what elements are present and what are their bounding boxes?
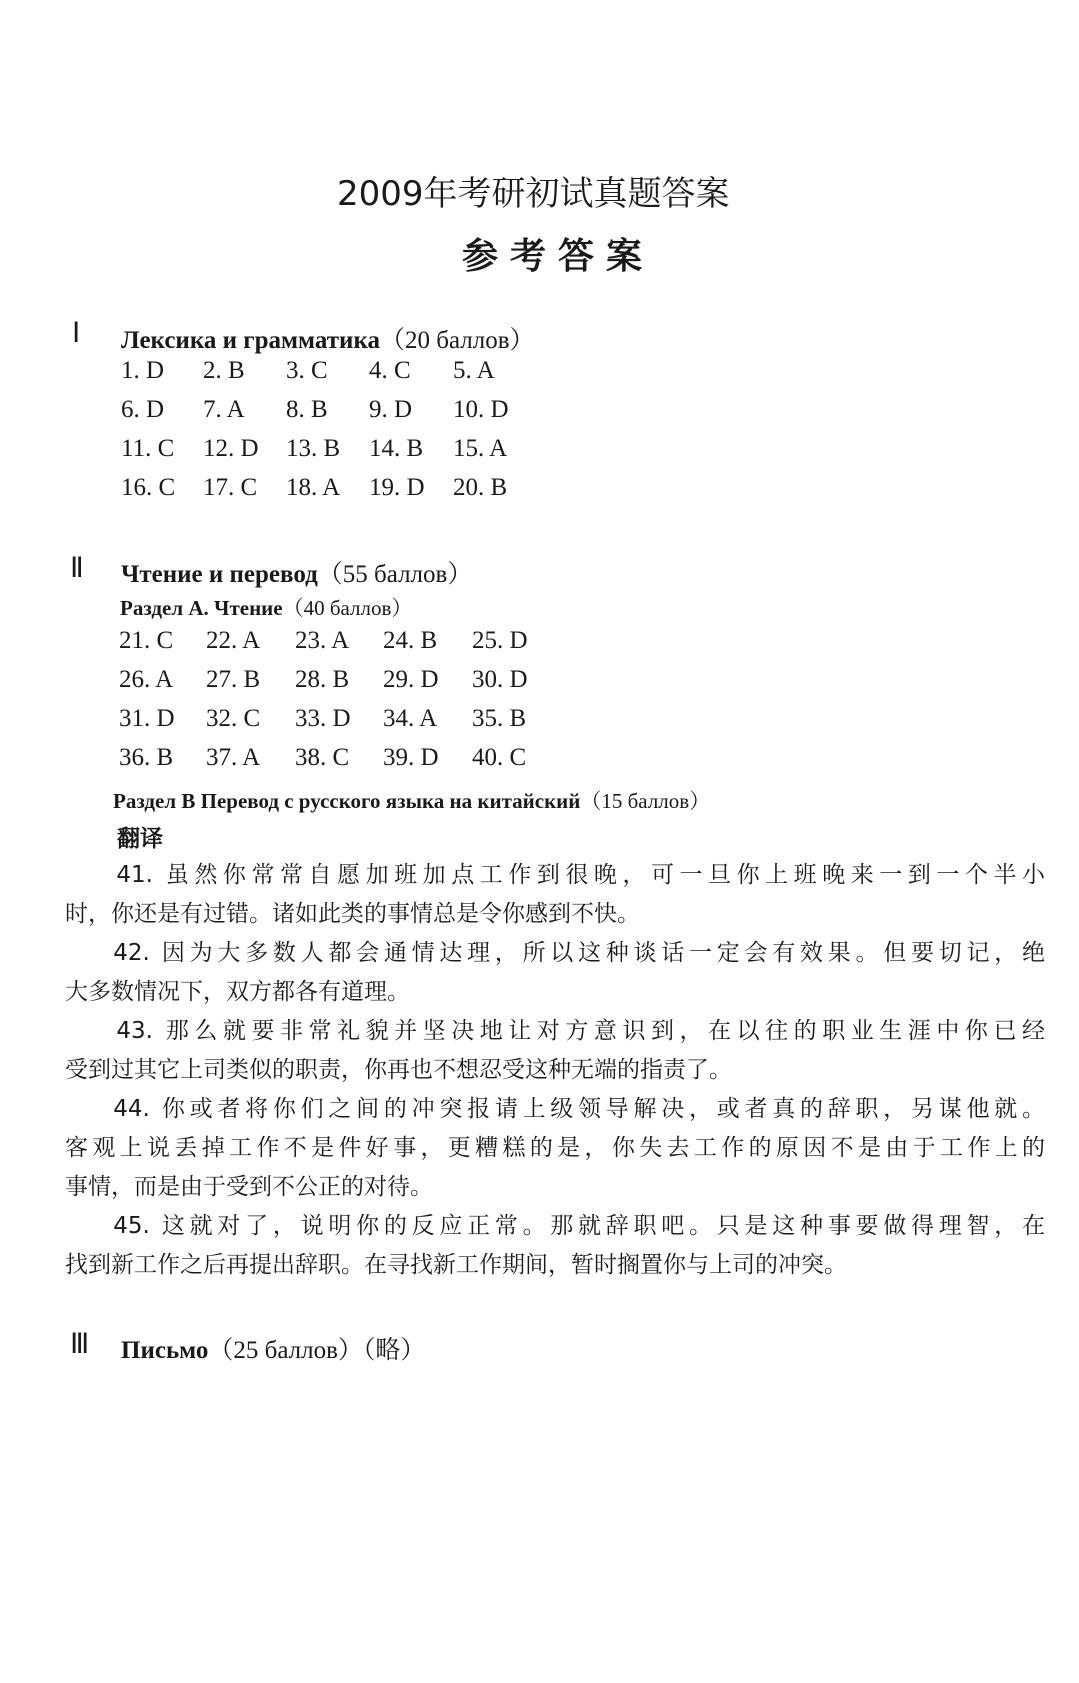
translation-line: 42. 因为大多数人都会通情达理，所以这种谈话一定会有效果。但要切记，绝 — [65, 940, 1045, 966]
answer-item: 36. B — [119, 744, 174, 771]
answer-item: 31. D — [119, 705, 175, 732]
part-a-points: （40 баллов） — [282, 596, 413, 620]
section-3-title: Письмо — [121, 1337, 209, 1364]
answer-item: 13. B — [286, 435, 341, 462]
answer-item: 2. B — [203, 357, 245, 384]
answer-item: 7. A — [203, 396, 245, 423]
part-b-title: Раздел B Перевод с русского языка на китайский — [113, 789, 581, 813]
section-2-title: Чтение и перевод — [121, 561, 318, 588]
answer-item: 11. C — [121, 435, 175, 462]
answer-item: 33. D — [295, 705, 351, 732]
answer-item: 1. D — [121, 357, 165, 384]
answer-item: 10. D — [453, 396, 509, 423]
translation-line: 41. 虽然你常常自愿加班加点工作到很晚，可一旦你上班晚来一到一个半小 — [65, 862, 1045, 888]
answer-item: 24. B — [383, 627, 438, 654]
section-3-points: （25 баллов）（略） — [208, 1337, 426, 1364]
answer-item: 38. C — [295, 744, 350, 771]
answer-item: 14. B — [369, 435, 424, 462]
answer-item: 16. C — [121, 474, 176, 501]
answer-item: 34. A — [383, 705, 438, 732]
answer-item: 15. A — [453, 435, 508, 462]
section-1-heading — [121, 320, 535, 356]
section-1-title: Лексика и грамматика — [121, 327, 380, 354]
answer-item: 18. A — [286, 474, 341, 501]
translation-line: 受到过其它上司类似的职责，你再也不想忍受这种无端的指责了。 — [65, 1057, 732, 1083]
answer-item: 30. D — [472, 666, 528, 693]
section-1-points: （20 баллов） — [379, 327, 535, 354]
translation-line: 43. 那么就要非常礼貌并坚决地让对方意识到，在以往的职业生涯中你已经 — [65, 1018, 1045, 1044]
answer-item: 28. B — [295, 666, 350, 693]
answer-item: 40. C — [472, 744, 527, 771]
answer-item: 19. D — [369, 474, 425, 501]
answer-item: 23. A — [295, 627, 350, 654]
section-3-heading — [121, 1330, 425, 1366]
answer-item: 5. A — [453, 357, 495, 384]
answer-item: 12. D — [203, 435, 259, 462]
translation-line: 44. 你或者将你们之间的冲突报请上级领导解决，或者真的辞职，另谋他就。 — [65, 1096, 1045, 1122]
answer-item: 22. A — [206, 627, 261, 654]
answer-item: 3. C — [286, 357, 328, 384]
answer-item: 32. C — [206, 705, 261, 732]
translation-label: 翻译 — [117, 826, 163, 852]
answer-item: 21. C — [119, 627, 174, 654]
document-subtitle: 参考答案 — [462, 236, 655, 277]
part-b-points: （15 баллов） — [580, 789, 711, 813]
answer-item: 9. D — [369, 396, 413, 423]
translation-line: 时，你还是有过错。诸如此类的事情总是令你感到不快。 — [65, 901, 640, 927]
section-3-numeral: Ⅲ — [70, 1329, 90, 1360]
part-b-heading — [113, 785, 710, 815]
answer-item: 37. A — [206, 744, 261, 771]
answer-item: 8. B — [286, 396, 328, 423]
translation-line: 大多数情况下，双方都各有道理。 — [65, 979, 410, 1005]
translation-line: 找到新工作之后再提出辞职。在寻找新工作期间，暂时搁置你与上司的冲突。 — [65, 1252, 847, 1278]
answer-item: 17. C — [203, 474, 258, 501]
answer-item: 39. D — [383, 744, 439, 771]
translation-line: 事情，而是由于受到不公正的对待。 — [65, 1174, 433, 1200]
answer-item: 20. B — [453, 474, 508, 501]
answer-item: 35. B — [472, 705, 527, 732]
answer-item: 26. A — [119, 666, 174, 693]
answer-item: 4. C — [369, 357, 411, 384]
document-title: 2009年考研初试真题答案 — [337, 174, 730, 214]
answer-item: 25. D — [472, 627, 528, 654]
part-a-heading — [120, 592, 412, 622]
answer-item: 27. B — [206, 666, 261, 693]
translation-line: 45. 这就对了，说明你的反应正常。那就辞职吧。只是这种事要做得理智，在 — [65, 1213, 1045, 1239]
section-1-numeral: Ⅰ — [72, 318, 81, 349]
part-a-title: Раздел A. Чтение — [120, 596, 283, 620]
section-2-points: （55 баллов） — [317, 561, 473, 588]
section-2-numeral: Ⅱ — [70, 553, 84, 584]
answer-item: 6. D — [121, 396, 165, 423]
section-2-heading — [121, 554, 472, 590]
answer-item: 29. D — [383, 666, 439, 693]
translation-line: 客观上说丢掉工作不是件好事，更糟糕的是，你失去工作的原因不是由于工作上的 — [65, 1135, 1045, 1161]
